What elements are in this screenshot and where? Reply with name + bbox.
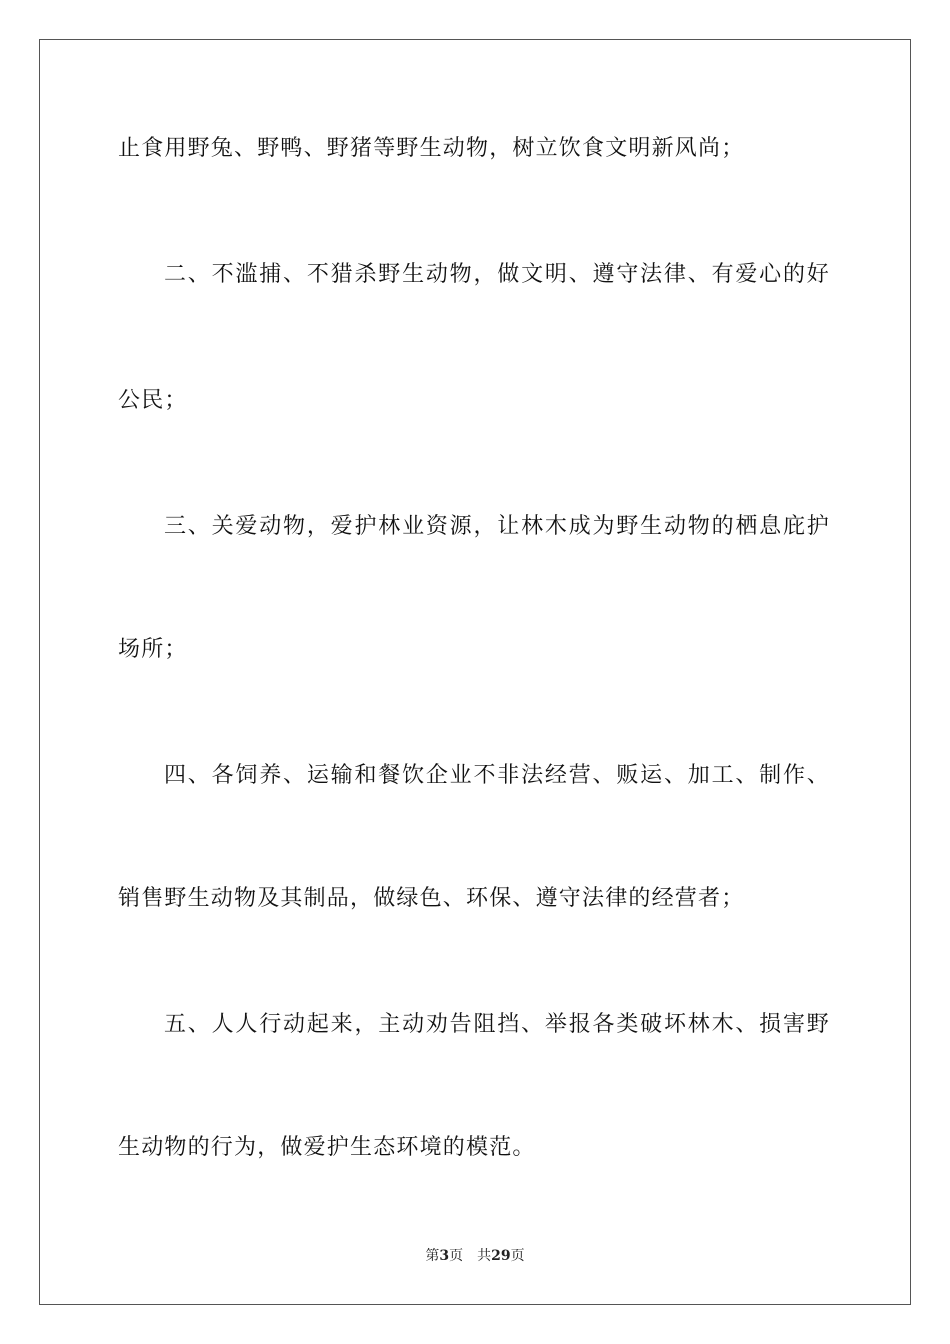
text-line-9: 生动物的行为，做爱护生态环境的模范。 [118,1135,536,1160]
footer-page-current: 3 [439,1248,450,1264]
footer-page-prefix: 第 [425,1248,440,1264]
text-line-5: 场所； [118,637,188,662]
text-line-2: 二、不滥捕、不猎杀野生动物，做文明、遵守法律、有爱心的好 [164,262,830,287]
footer-page-mid: 页 共 [449,1248,492,1264]
text-line-6: 四、各饲养、运输和餐饮企业不非法经营、贩运、加工、制作、 [164,763,830,788]
footer-page-suffix: 页 [510,1248,525,1264]
footer-page-total: 29 [491,1248,511,1264]
text-line-7: 销售野生动物及其制品，做绿色、环保、遵守法律的经营者； [118,886,745,911]
text-line-3: 公民； [118,388,188,413]
text-line-1: 止食用野兔、野鸭、野猪等野生动物，树立饮食文明新风尚； [118,136,745,161]
page-footer [0,1246,950,1266]
page-border [39,39,911,1305]
text-line-8: 五、人人行动起来，主动劝告阻挡、举报各类破坏林木、损害野 [164,1012,830,1037]
text-line-4: 三、关爱动物，爱护林业资源，让林木成为野生动物的栖息庇护 [164,514,830,539]
